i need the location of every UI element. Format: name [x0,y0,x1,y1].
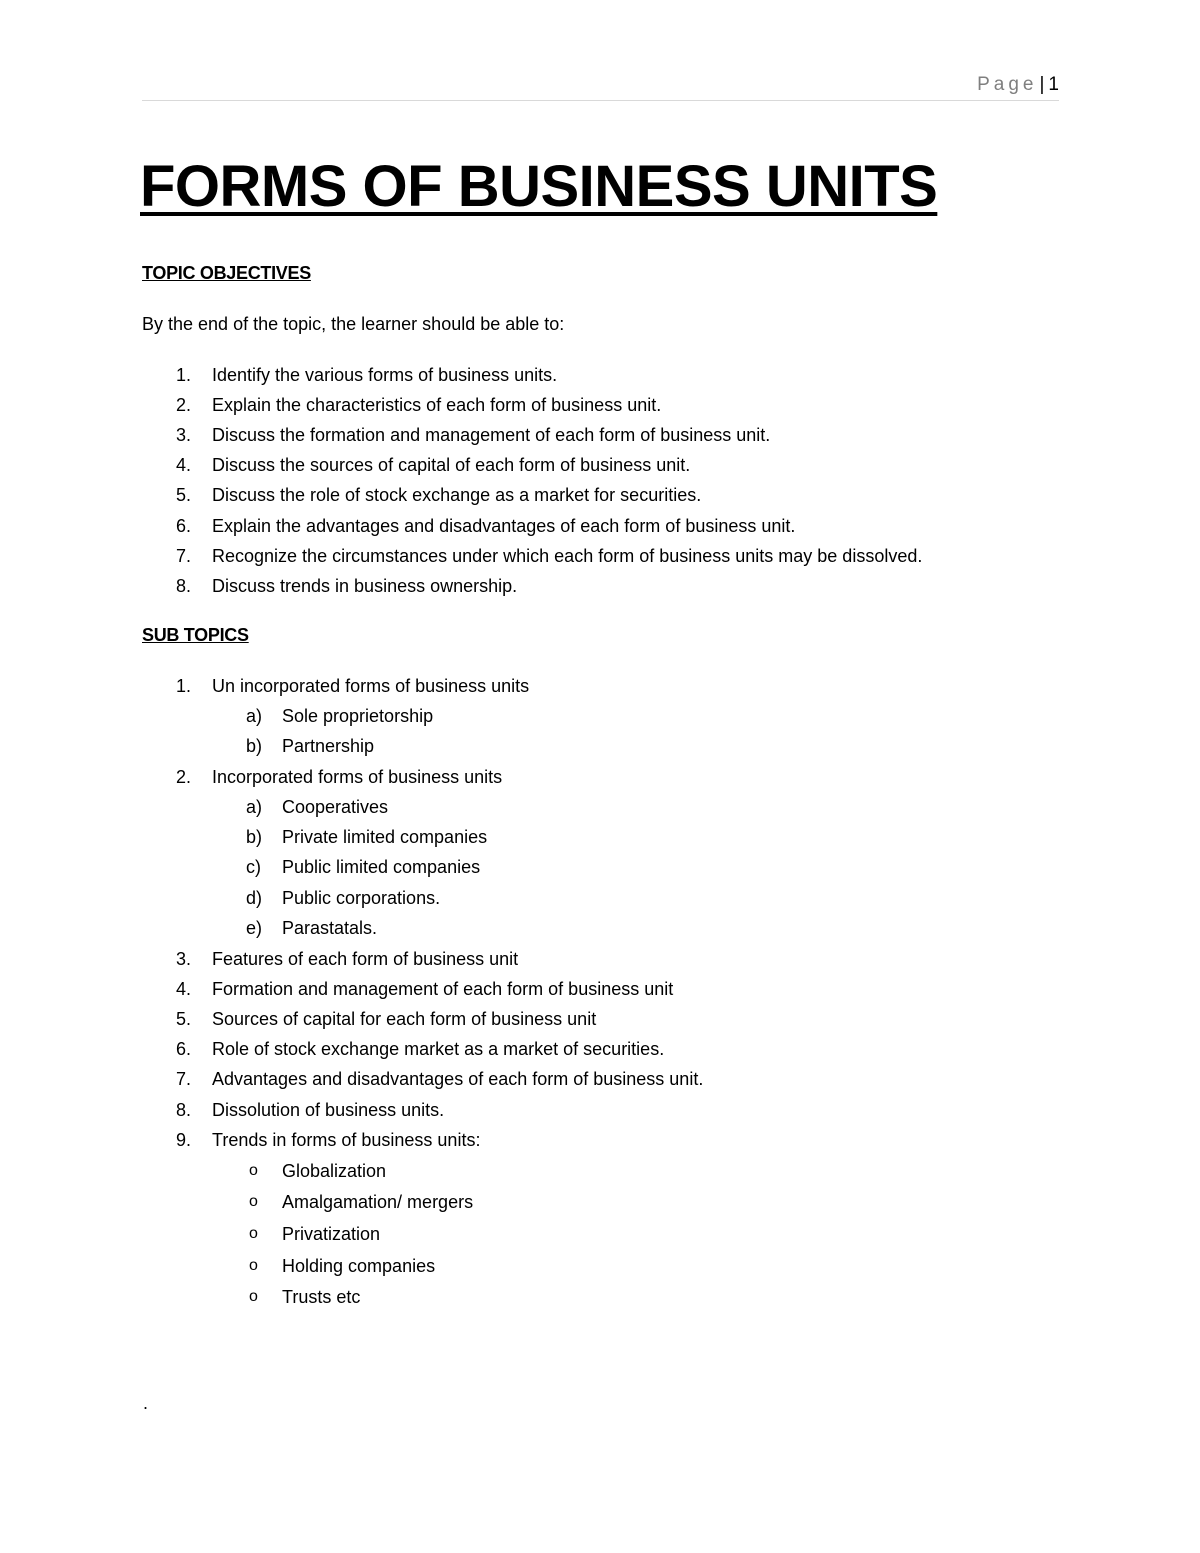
list-marker: d) [246,888,263,908]
list-item-text: Discuss trends in business ownership. [212,576,518,596]
bullet-marker: o [249,1288,258,1305]
list-marker: 6. [176,516,192,536]
list-item-text: Trends in forms of business units: [212,1130,481,1150]
list-marker: 7. [176,546,192,566]
list-item-text: Partnership [282,736,375,756]
list-item-text: Identify the various forms of business units. [212,365,558,385]
list-marker: 6. [176,1039,192,1059]
list-marker: c) [246,857,261,877]
trailing-period: . [143,1393,149,1413]
list-item-text: Explain the advantages and disadvantages of each form of business unit. [212,516,796,536]
list-marker: 1. [176,676,192,696]
list-marker: 3. [176,949,192,969]
list-marker: 8. [176,576,192,596]
list-item-text: Incorporated forms of business units [212,767,503,787]
page-separator: | [1039,74,1045,95]
list-item-text: Discuss the sources of capital of each form of business unit. [212,455,691,475]
list-marker: 3. [176,425,192,445]
objectives-heading: TOPIC OBJECTIVES [142,263,311,283]
list-item-text: Features of each form of business unit [212,949,519,969]
list-item-text: Role of stock exchange market as a market of securities. [212,1039,665,1059]
page-number [977,72,1059,98]
list-item-text: Advantages and disadvantages of each form of business unit. [212,1069,704,1089]
list-item-text: Amalgamation/ mergers [282,1192,474,1212]
list-item-text: Dissolution of business units. [212,1100,445,1120]
document-title: FORMS OF BUSINESS UNITS [140,154,938,219]
list-item-text: Discuss the formation and management of each form of business unit. [212,425,771,445]
list-item-text: Private limited companies [282,827,488,847]
list-marker: b) [246,827,263,847]
list-marker: 5. [176,485,192,505]
list-item-text: Parastatals. [282,918,378,938]
list-item-text: Holding companies [282,1256,436,1276]
list-item-text: Public limited companies [282,857,481,877]
list-item-text: Sources of capital for each form of business unit [212,1009,597,1029]
list-item-text: Recognize the circumstances under which each form of business units may be dissolved. [212,546,923,566]
bullet-marker: o [249,1162,258,1179]
list-marker: 4. [176,979,192,999]
subtopics-heading: SUB TOPICS [142,625,249,645]
list-item-text: Public corporations. [282,888,441,908]
list-marker: b) [246,736,263,756]
list-item-text: Trusts etc [282,1287,361,1307]
page-header [142,72,1059,101]
list-item-text: Cooperatives [282,797,389,817]
list-marker: a) [246,706,263,726]
list-marker: 1. [176,365,192,385]
list-item-text: Un incorporated forms of business units [212,676,530,696]
list-marker: 8. [176,1100,192,1120]
list-marker: 9. [176,1130,192,1150]
bullet-marker: o [249,1257,258,1274]
list-marker: 7. [176,1069,192,1089]
list-marker: e) [246,918,263,938]
list-item-text: Discuss the role of stock exchange as a market for securities. [212,485,702,505]
page-word: Page [977,74,1038,95]
list-marker: 4. [176,455,192,475]
page-number-value: 1 [1048,74,1059,95]
list-marker: 2. [176,767,192,787]
list-marker: 5. [176,1009,192,1029]
list-item-text: Globalization [282,1161,387,1181]
list-marker: 2. [176,395,192,415]
bullet-marker: o [249,1193,258,1210]
list-marker: a) [246,797,263,817]
bullet-marker: o [249,1225,258,1242]
objectives-intro: By the end of the topic, the learner should be able to: [142,314,565,334]
list-item-text: Privatization [282,1224,381,1244]
list-item-text: Formation and management of each form of business unit [212,979,674,999]
list-item-text: Sole proprietorship [282,706,434,726]
list-item-text: Explain the characteristics of each form of business unit. [212,395,662,415]
